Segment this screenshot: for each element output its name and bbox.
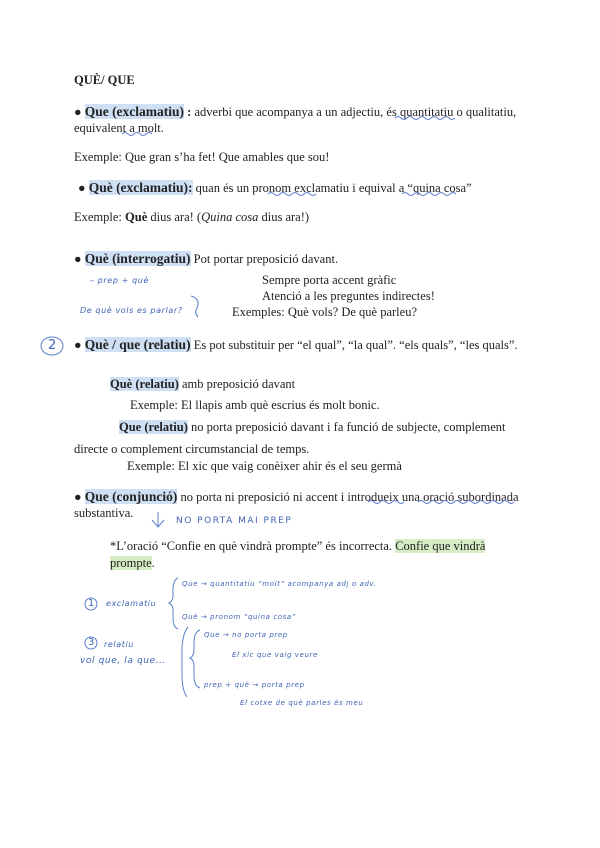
handwritten-exclamatiu: exclamatiu xyxy=(106,599,157,608)
wavy-underline xyxy=(402,193,456,196)
definition-text: quan és un pronom exclamatiu i equival a “quina cosa” xyxy=(195,181,472,195)
example-end: dius ara!) xyxy=(261,210,310,224)
definition-line: adverbi que acompanya a un adjectiu, és quantitatiu o qualitatiu, xyxy=(194,105,517,119)
definition-text: Es pot substituir per “el qual”, “la qual”. “els quals”, “les quals”. xyxy=(193,338,518,352)
sub-text: no porta preposició davant i fa funció de subjecte, complement xyxy=(190,420,506,434)
note-indirect: Atenció a les preguntes indirectes! xyxy=(262,289,435,303)
handwritten-arrow xyxy=(152,512,164,527)
wavy-underline xyxy=(268,193,316,196)
colon: : xyxy=(187,105,192,119)
definition-line-2: substantiva. xyxy=(74,506,134,520)
handwritten-line: Que → no porta prep xyxy=(204,631,288,639)
handwritten-no-prep: NO PORTA MAI PREP xyxy=(176,516,293,526)
definition-text: no porta ni preposició ni accent i introdueix una oració subordinada xyxy=(180,490,519,504)
sub-text: amb preposició davant xyxy=(181,377,296,391)
sub-label: Que (relatiu) xyxy=(119,420,188,434)
handwritten-number-3: 3 xyxy=(88,637,95,648)
example-prefix: Exemple: xyxy=(74,210,122,224)
bullet: ● xyxy=(74,105,82,119)
handwritten-line: Què → pronom “quina cosa” xyxy=(182,613,297,621)
note-correct-end: prompte xyxy=(110,556,152,570)
handwritten-line: El cotxe de què parles és meu xyxy=(240,699,364,707)
example-rest: dius ara! ( xyxy=(150,210,202,224)
term-label: Que (exclamatiu) xyxy=(84,104,185,119)
example-italic: Quina cosa xyxy=(201,210,259,224)
handwritten-line: Que → quantitatiu “molt” acompanya adj o adv. xyxy=(182,580,377,588)
handwritten-line: El xic que vaig veure xyxy=(232,651,318,659)
handwritten-prep-note: – prep + què xyxy=(90,276,149,285)
circle-mark xyxy=(85,598,97,610)
note-incorrect: *L’oració “Confie en què vindrà prompte” és incorrecta. xyxy=(110,539,393,553)
handwritten-hook xyxy=(191,296,198,317)
wavy-underline xyxy=(418,501,514,504)
wavy-underline xyxy=(122,133,152,136)
term-label: Què (interrogatiu) xyxy=(84,251,191,266)
sub-example: Exemple: El xic que vaig conèixer ahir és el seu germà xyxy=(127,459,402,473)
handwritten-relatiu: relatiu xyxy=(104,640,134,649)
term-label: Què (exclamatiu): xyxy=(88,180,193,195)
sub-example: Exemple: El llapis amb què escrius és molt bonic. xyxy=(130,398,380,412)
circle-mark xyxy=(85,637,97,649)
handwritten-line: prep + què → porta prep xyxy=(204,681,305,689)
page-title: QUÈ/ QUE xyxy=(74,73,135,87)
example-word: Què xyxy=(125,210,148,224)
handwritten-relatiu-sub: vol que, la que... xyxy=(80,656,167,666)
handwritten-brace xyxy=(182,627,188,697)
handwritten-brace xyxy=(169,578,178,629)
example-text: Exemple: Que gran s’ha fet! Que amables que sou! xyxy=(74,150,330,164)
term-label: Que (conjunció) xyxy=(84,489,178,504)
handwritten-question-note: De què vols es parlar? xyxy=(80,306,183,315)
term-label: Què / que (relatiu) xyxy=(84,337,191,352)
note-correct: Confie que vindrà xyxy=(395,539,486,553)
definition-line-2: equivalent a molt. xyxy=(74,121,164,135)
note-dot: . xyxy=(151,556,155,570)
handwritten-brace xyxy=(190,630,200,688)
bullet: ● xyxy=(74,252,82,266)
circle-mark xyxy=(41,337,63,355)
handwritten-number-1: 1 xyxy=(88,598,95,609)
handwritten-number-2: 2 xyxy=(48,338,57,353)
wavy-underline xyxy=(368,501,404,504)
bullet: ● xyxy=(74,338,82,352)
sub-label: Què (relatiu) xyxy=(110,377,179,391)
wavy-underline xyxy=(395,117,455,120)
definition-text: Pot portar preposició davant. xyxy=(193,252,339,266)
sub-text-line-2: directe o complement circumstancial de temps. xyxy=(74,442,310,456)
bullet: ● xyxy=(78,181,86,195)
note-examples: Exemples: Què vols? De què parleu? xyxy=(232,305,418,319)
bullet: ● xyxy=(74,490,82,504)
note-accent: Sempre porta accent gràfic xyxy=(262,273,397,287)
